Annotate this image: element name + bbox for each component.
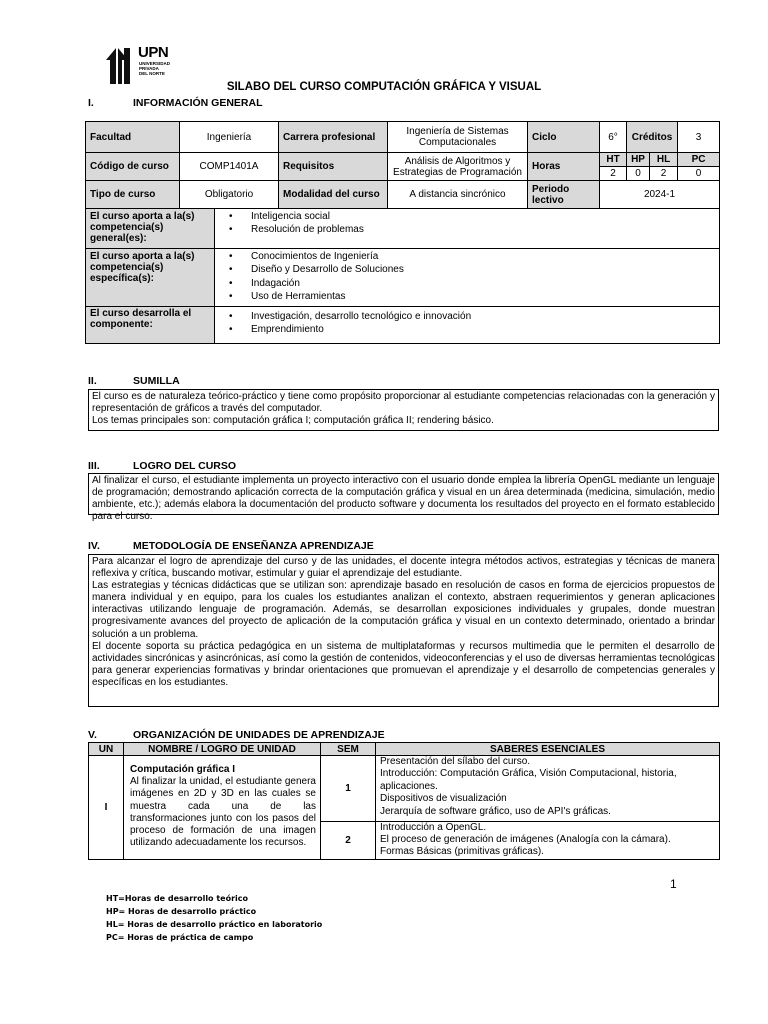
section-heading	[88, 97, 263, 109]
sumilla-paragraph: Los temas principales son: computación gráfica I; computación gráfica II; rendering básico.	[92, 415, 494, 426]
unidad-descripcion	[124, 756, 321, 860]
list-item: • Resolución de problemas	[251, 223, 715, 236]
col-header-un: UN	[89, 743, 124, 756]
section-title: ORGANIZACIÓN DE UNIDADES DE APRENDIZAJE	[133, 729, 385, 741]
competencia-especifica-label: El curso aporta a la(s) competencia(s) específica(s):	[86, 249, 215, 307]
section-heading	[88, 375, 180, 387]
creditos-label: Créditos	[627, 122, 678, 153]
periodo-label: Periodo lectivo	[528, 181, 600, 209]
footnote-item: HP= Horas de desarrollo práctico	[106, 907, 257, 916]
componente-list	[215, 307, 720, 344]
logo-sub-line: PRIVADA	[139, 66, 159, 72]
list-item: • Conocimientos de Ingeniería	[251, 250, 715, 263]
col-header-sem: SEM	[321, 743, 376, 756]
footnote-item: HL= Horas de desarrollo práctico en laboratorio	[106, 920, 323, 929]
section-number: V.	[88, 729, 97, 741]
pc-value: 0	[678, 167, 720, 181]
semana-saberes	[376, 822, 720, 860]
page-title: SILABO DEL CURSO COMPUTACIÓN GRÁFICA Y VISUAL	[226, 81, 542, 93]
metodologia-box	[88, 554, 719, 707]
carrera-value: Ingeniería de Sistemas Computacionales	[388, 122, 528, 153]
footnote-item: PC= Horas de práctica de campo	[106, 933, 254, 942]
ciclo-value: 6°	[600, 122, 627, 153]
sumilla-paragraph: El curso es de naturaleza teórico-práctico y tiene como propósito proporcionar al estudiante competencias relacionadas con la generación y representación de gráficos a través del computador.	[92, 391, 715, 414]
hl-label: HL	[650, 153, 678, 167]
horas-label: Horas	[528, 153, 600, 181]
modalidad-label: Modalidad del curso	[279, 181, 388, 209]
facultad-value: Ingeniería	[180, 122, 279, 153]
requisitos-label: Requisitos	[279, 153, 388, 181]
tipo-label: Tipo de curso	[86, 181, 180, 209]
section-number: IV.	[88, 540, 100, 552]
ht-value: 2	[600, 167, 627, 181]
unidad-logro: Al finalizar la unidad, el estudiante genera imágenes en 2D y 3D en las cuales se muestra cada una de las transformaciones junto con los pasos del proceso de formación de una imagen utilizando adecuadamente los recursos.	[130, 776, 316, 849]
carrera-label: Carrera profesional	[279, 122, 388, 153]
list-item: • Investigación, desarrollo tecnológico e innovación	[251, 310, 715, 323]
competencia-general-label: El curso aporta a la(s) competencia(s) general(es):	[86, 209, 215, 249]
metodologia-paragraph: Las estrategias y técnicas didácticas que se utilizan son: aprendizaje basado en resolución de casos en forma de ejercicios propuestos de manera individual y en equipo, para los cuales los estudiantes analizan el contexto, abstraen requerimientos y generan aplicaciones interactivas utilizando lenguaje de programación. Además, se desarrollan exposiciones individuales y grupales, donde muestran progresivamente avances del proyecto de aplicación de la computación gráfica y visual en un contexto determinado, orientado a brindar solución a un problema.	[92, 580, 715, 640]
footnote-item: HT=Horas de desarrollo teórico	[106, 894, 249, 903]
upn-logo-text: UPN	[138, 44, 169, 61]
saber-item: Presentación del sílabo del curso.	[380, 756, 531, 767]
saber-item: Dispositivos de visualización	[380, 793, 507, 805]
saber-item: Introducción a OpenGL.	[380, 822, 487, 833]
unidad-nombre: Computación gráfica I	[130, 764, 236, 775]
hp-label: HP	[627, 153, 650, 167]
saber-item: Jerarquía de software gráfico, uso de API's gráficas.	[380, 805, 611, 817]
logro-box	[88, 473, 719, 522]
sumilla-box	[88, 389, 719, 431]
competencia-general-list	[215, 209, 720, 249]
col-header-nombre: NOMBRE / LOGRO DE UNIDAD	[124, 743, 321, 756]
section-number: I.	[88, 97, 94, 109]
facultad-label: Facultad	[86, 122, 180, 153]
logo-sub-line: UNIVERSIDAD	[139, 61, 171, 66]
unidad-numero: I	[89, 756, 124, 860]
section-title: METODOLOGÍA DE ENSEÑANZA APRENDIZAJE	[133, 540, 374, 552]
list-item: • Uso de Herramientas	[251, 290, 715, 303]
semana-saberes	[376, 756, 720, 822]
tipo-value: Obligatorio	[180, 181, 279, 209]
componente-label: El curso desarrolla el componente:	[86, 307, 215, 344]
codigo-value: COMP1401A	[180, 153, 279, 181]
list-item: • Emprendimiento	[251, 323, 715, 336]
codigo-label: Código de curso	[86, 153, 180, 181]
upn-logo-mark	[104, 44, 138, 84]
info-table	[85, 121, 720, 344]
col-header-saberes: SABERES ESENCIALES	[376, 743, 720, 756]
requisitos-value: Análisis de Algoritmos y Estrategias de Programación	[388, 153, 528, 181]
modalidad-value: A distancia sincrónico	[388, 181, 528, 209]
section-title: LOGRO DEL CURSO	[133, 460, 237, 472]
section-number: II.	[88, 375, 97, 387]
list-item: • Indagación	[251, 277, 715, 290]
metodologia-paragraph: Para alcanzar el logro de aprendizaje del curso y de las unidades, el docente integra métodos activos, estrategias y técnicas de manera reflexiva y crítica, buscando motivar, estimular y guiar el aprendizaje del estudiante.	[92, 556, 715, 580]
section-heading	[88, 460, 236, 472]
metodologia-paragraph: El docente soporta su práctica pedagógica en un sistema de multiplataformas y recursos multimedia que le permiten el desarrollo de actividades sincrónicas y asincrónicas, así como la gestión de contenidos, videoconferencias y el uso de diversas herramientas tecnológicas para generar experiencias formativas y brindar orientaciones que promuevan el aprendizaje y el desarrollo de competencias generales y específicas en los estudiantes.	[92, 640, 715, 688]
section-number: III.	[88, 460, 100, 472]
ciclo-label: Ciclo	[528, 122, 600, 153]
semana-numero: 1	[321, 756, 376, 822]
logro-paragraph: Al finalizar el curso, el estudiante implementa un proyecto interactivo con el usuario donde emplea la librería OpenGL mediante un lenguaje de programación; demostrando aplicación correcta de la computación gráfica y visual en un área determinada (medicina, simulación, medio ambiente, etc.); además elabora la documentación del producto software y documenta los resultados del proyecto en el formato establecido para el curso.	[92, 475, 715, 522]
section-title: INFORMACIÓN GENERAL	[133, 97, 263, 109]
saber-item: Introducción: Computación Gráfica, Visión Computacional, historia, aplicaciones.	[380, 768, 677, 792]
footnotes	[106, 892, 322, 944]
saber-item: Formas Básicas (primitivas gráficas).	[380, 846, 544, 858]
section-title: SUMILLA	[133, 375, 180, 387]
saber-item: El proceso de generación de imágenes (Analogía con la cámara).	[380, 834, 671, 846]
ht-label: HT	[600, 153, 627, 167]
section-heading	[88, 540, 374, 552]
competencia-especifica-list	[215, 249, 720, 307]
page-number: 1	[670, 877, 677, 891]
list-item: • Inteligencia social	[251, 210, 715, 223]
section-heading	[88, 729, 385, 741]
list-item: • Diseño y Desarrollo de Soluciones	[251, 263, 715, 276]
pc-label: PC	[678, 153, 720, 167]
creditos-value: 3	[678, 122, 720, 153]
hp-value: 0	[627, 167, 650, 181]
semana-numero: 2	[321, 822, 376, 860]
logo-sub-line: DEL NORTE	[139, 71, 165, 77]
unidades-table	[88, 742, 720, 860]
periodo-value: 2024-1	[600, 181, 720, 209]
hl-value: 2	[650, 167, 678, 181]
